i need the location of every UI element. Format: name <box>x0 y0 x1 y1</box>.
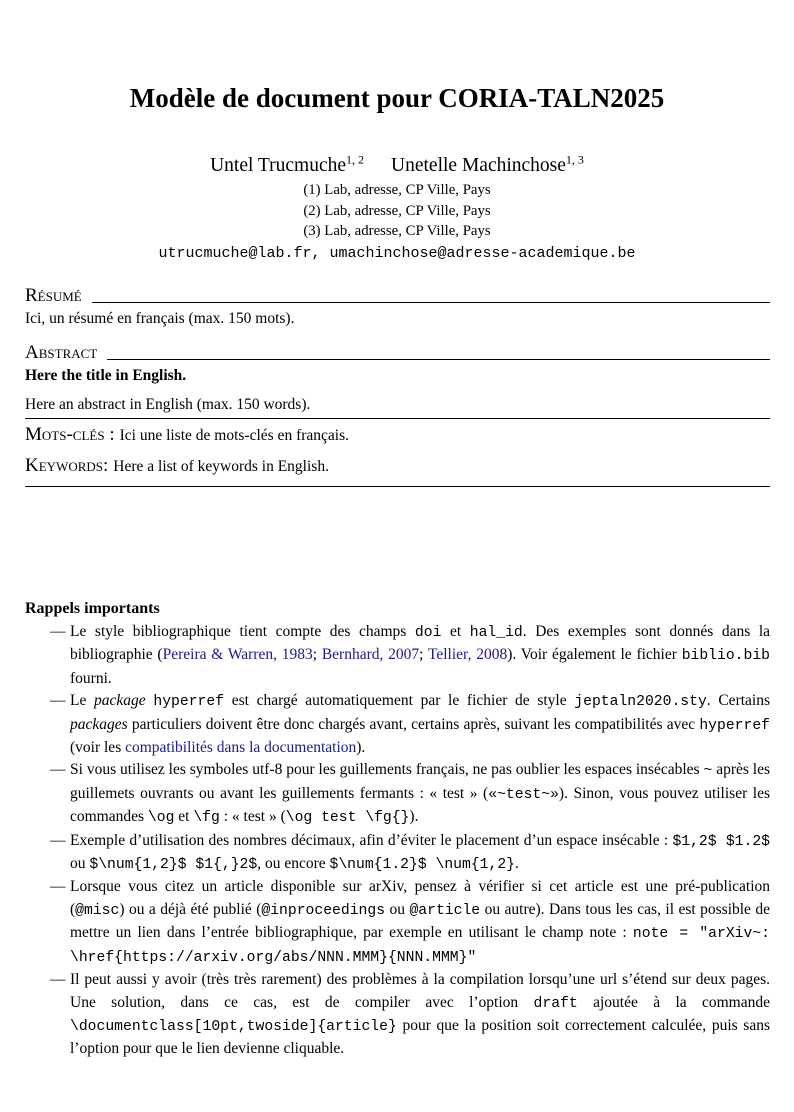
abstract-rule <box>107 341 770 360</box>
inline-code: $\num{1.2}$ \num{1,2} <box>329 857 516 874</box>
affiliations-block <box>0 180 794 242</box>
list-item <box>25 759 770 829</box>
italic-text: package <box>94 692 146 710</box>
abstract-text-block <box>25 394 770 419</box>
author-emails: utrucmuche@lab.fr, umachinchose@adresse-academique.be <box>158 245 636 262</box>
list-item <box>25 830 770 877</box>
author-2-name: Unetelle Machinchose <box>391 154 566 176</box>
text-segment: . Des exemples sont donnés dans la bibliographie ( <box>70 623 771 664</box>
motscles-text: Ici une liste de mots-clés en français. <box>119 427 349 444</box>
dash-marker: — <box>50 831 66 849</box>
affiliation-2: (2) Lab, adresse, CP Ville, Pays <box>303 202 491 219</box>
text-segment: Exemple d’utilisation des nombres décimaux, afin d’éviter le placement d’un espace insécable : <box>70 831 673 849</box>
inline-code: draft <box>533 995 578 1012</box>
text-segment: ) ou a déjà été publié ( <box>119 900 262 918</box>
inline-code: $1,2$ $1.2$ <box>672 833 770 850</box>
text-segment: Le <box>70 692 95 710</box>
inline-code: biblio.bib <box>681 648 771 665</box>
text-segment: est chargé automatiquement par le fichier de style <box>224 692 575 710</box>
dash-marker: — <box>50 761 66 779</box>
inline-code: ~ <box>703 763 713 780</box>
text-segment: Il peut aussi y avoir (très très rarement) des problèmes à la compilation lorsqu’une url s’étend sur deux pages. Une solution, dans ce cas, est de compiler avec l’option <box>70 971 770 1011</box>
abstract-section-header <box>25 341 770 364</box>
text-segment: fourni. <box>70 669 112 687</box>
list-item <box>25 621 770 690</box>
keywords-bottom-rule <box>25 486 770 487</box>
keywords-label: Keywords: <box>25 455 109 476</box>
author-1 <box>210 152 365 176</box>
inline-code: doi <box>414 625 442 641</box>
abstract-english-title: Here the title in English. <box>25 367 187 384</box>
abstract-label: Abstract <box>25 342 98 363</box>
text-segment: Si vous utilisez les symboles utf-8 pour les guillements français, ne pas oublier les espaces insécables <box>70 761 704 779</box>
text-segment: particuliers doivent être donc chargés avant, certains après, suivant les compatibilités avec <box>127 715 700 733</box>
text-segment: ou <box>70 855 90 873</box>
list-item <box>25 969 770 1061</box>
motscles-label: Mots-clés : <box>25 424 115 445</box>
text-segment: ajoutée à la commande <box>577 993 770 1011</box>
author-2 <box>391 152 584 176</box>
inline-code: note = "arXiv~: \href{https://arxiv.org/abs/NNN.MMM}{NNN.MMM}" <box>70 926 770 966</box>
inline-code: @misc <box>75 902 120 919</box>
inline-code: @article <box>409 902 481 919</box>
text-segment: ). Sinon, vous pouvez utiliser les commandes <box>70 784 771 826</box>
text-segment: et <box>174 808 194 826</box>
inline-code: hyperref <box>699 717 770 734</box>
citation-link[interactable]: Pereira & Warren, 1983 <box>162 646 313 664</box>
affiliation-1: (1) Lab, adresse, CP Ville, Pays <box>303 182 491 198</box>
citation-link[interactable]: Bernhard, 2007 <box>321 646 420 664</box>
resume-rule <box>92 284 770 303</box>
rappels-heading: Rappels importants <box>25 600 160 617</box>
hyperlink[interactable]: compatibilités dans la documentation <box>125 739 357 757</box>
text-segment: après les guillemets ouvrants ou avant les guillements fermants : « test » ( <box>70 761 770 802</box>
dash-marker: — <box>50 692 66 710</box>
paper-title: Modèle de document pour CORIA-TALN2025 <box>129 83 665 113</box>
text-segment: pour que la position soit correctement calculée, puis sans l’option pour que le lien devienne cliquable. <box>70 1016 770 1058</box>
keywords-block <box>25 454 770 487</box>
abstract-text: Here an abstract in English (max. 150 words). <box>25 396 311 413</box>
list-item <box>25 690 770 759</box>
text-segment: et <box>441 623 470 640</box>
dash-marker: — <box>50 623 66 640</box>
resume-text: Ici, un résumé en français (max. 150 mots). <box>25 310 295 327</box>
citation-link[interactable]: Tellier, 2008 <box>427 646 508 664</box>
text-segment: ). Voir également le fichier <box>507 646 682 664</box>
inline-code: \documentclass[10pt,twoside]{article} <box>70 1018 397 1035</box>
text-segment: ; <box>419 646 428 664</box>
dash-marker: — <box>50 878 66 896</box>
inline-code: @inproceedings <box>261 902 386 919</box>
dash-marker: — <box>50 971 66 989</box>
text-segment: ). <box>409 808 419 826</box>
text-segment: ou autre). Dans tous les cas, il est possible de mettre un lien dans l’entrée bibliographique, par exemple en utilisant le champ note : <box>70 900 771 942</box>
rappels-list <box>25 621 770 1061</box>
inline-code: \fg <box>193 810 220 827</box>
abstract-bottom-rule <box>25 418 770 419</box>
resume-section-header <box>25 284 770 307</box>
resume-label: Résumé <box>25 285 82 306</box>
text-segment: . Certains <box>706 692 771 710</box>
inline-code: «~test~» <box>488 786 559 803</box>
inline-code: $\num{1,2}$ $1{,}2$ <box>89 857 258 874</box>
affiliation-3: (3) Lab, adresse, CP Ville, Pays <box>303 223 491 240</box>
text-segment: ; <box>312 646 322 664</box>
text-segment: , ou encore <box>257 855 330 873</box>
italic-text: packages <box>70 715 128 733</box>
inline-code: \og <box>147 810 175 827</box>
text-segment: : « test » ( <box>219 808 286 826</box>
text-segment: ). <box>356 739 366 757</box>
text-segment: (voir les <box>70 739 126 757</box>
text-segment: . <box>515 855 519 873</box>
list-item <box>25 876 770 969</box>
authors-line <box>0 147 794 178</box>
inline-code: hyperref <box>153 694 225 711</box>
inline-code: hal_id <box>469 625 523 641</box>
text-segment: Lorsque vous citez un article disponible sur arXiv, pensez à vérifier si cet article est une pré-publication ( <box>70 878 770 918</box>
keywords-text: Here a list of keywords in English. <box>113 458 329 475</box>
author-2-affiliation-marks: 1, 3 <box>565 152 584 166</box>
text-segment: Le style bibliographique tient compte des champs <box>70 623 415 640</box>
motscles-line <box>25 423 770 448</box>
inline-code: \og test \fg{} <box>285 810 410 827</box>
author-1-name: Untel Trucmuche <box>210 154 347 176</box>
inline-code: jeptaln2020.sty <box>574 694 707 711</box>
text-segment: ou <box>385 900 410 918</box>
author-1-affiliation-marks: 1, 2 <box>346 152 365 166</box>
